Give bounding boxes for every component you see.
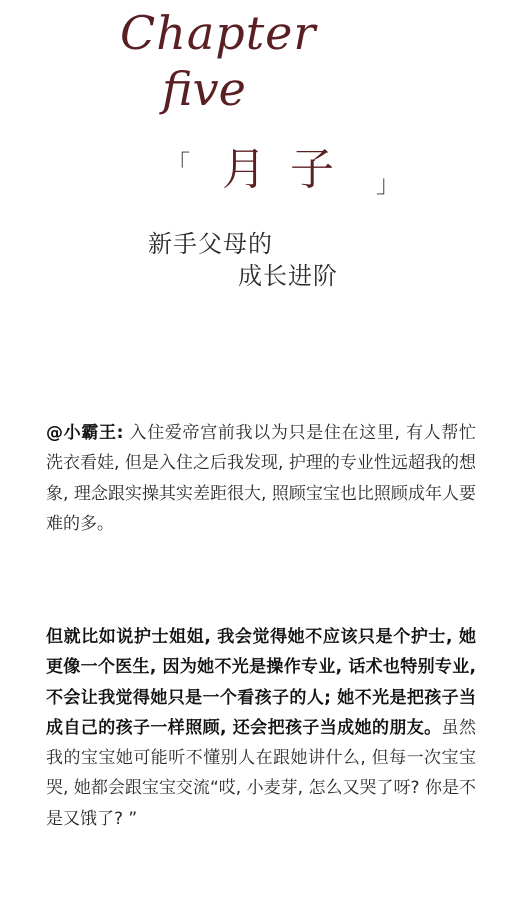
chapter-title: 月子 <box>222 144 358 195</box>
speaker-name: @小霸王: <box>46 423 124 443</box>
subtitle-line-1: 新手父母的 <box>148 230 273 258</box>
paragraph-1 <box>46 418 476 539</box>
paragraph-1-text: 入住爱帝宫前我以为只是住在这里, 有人帮忙洗衣看娃, 但是入住之后我发现, 护理的专业性远超我的想象, 理念跟实操其实差距很大, 照顾宝宝也比照顾成年人要难的多。 <box>46 423 476 534</box>
chapter-word: Chapter <box>120 6 317 60</box>
title-bracket-open: 「 <box>166 150 190 178</box>
subtitle-line-2: 成长进阶 <box>238 262 338 290</box>
paragraph-2-text: 虽然我的宝宝她可能听不懂别人在跟她讲什么, 但每一次宝宝哭, 她都会跟宝宝交流“哎, 小麦芽, 怎么又哭了呀? 你是不是又饿了? ” <box>46 717 476 829</box>
paragraph-2 <box>46 622 476 834</box>
paragraph-2-bold-text: 但就比如说护士姐姐, 我会觉得她不应该只是个护士, 她更像一个医生, 因为她不光是操作专业, 话术也特别专业, 不会让我觉得她只是一个看孩子的人; 她不光是把孩子当成自己的孩子一样照顾, 还会把孩子当成她的朋友。 <box>46 627 476 738</box>
title-bracket-close: 」 <box>376 170 400 198</box>
chapter-number: five <box>162 62 246 116</box>
